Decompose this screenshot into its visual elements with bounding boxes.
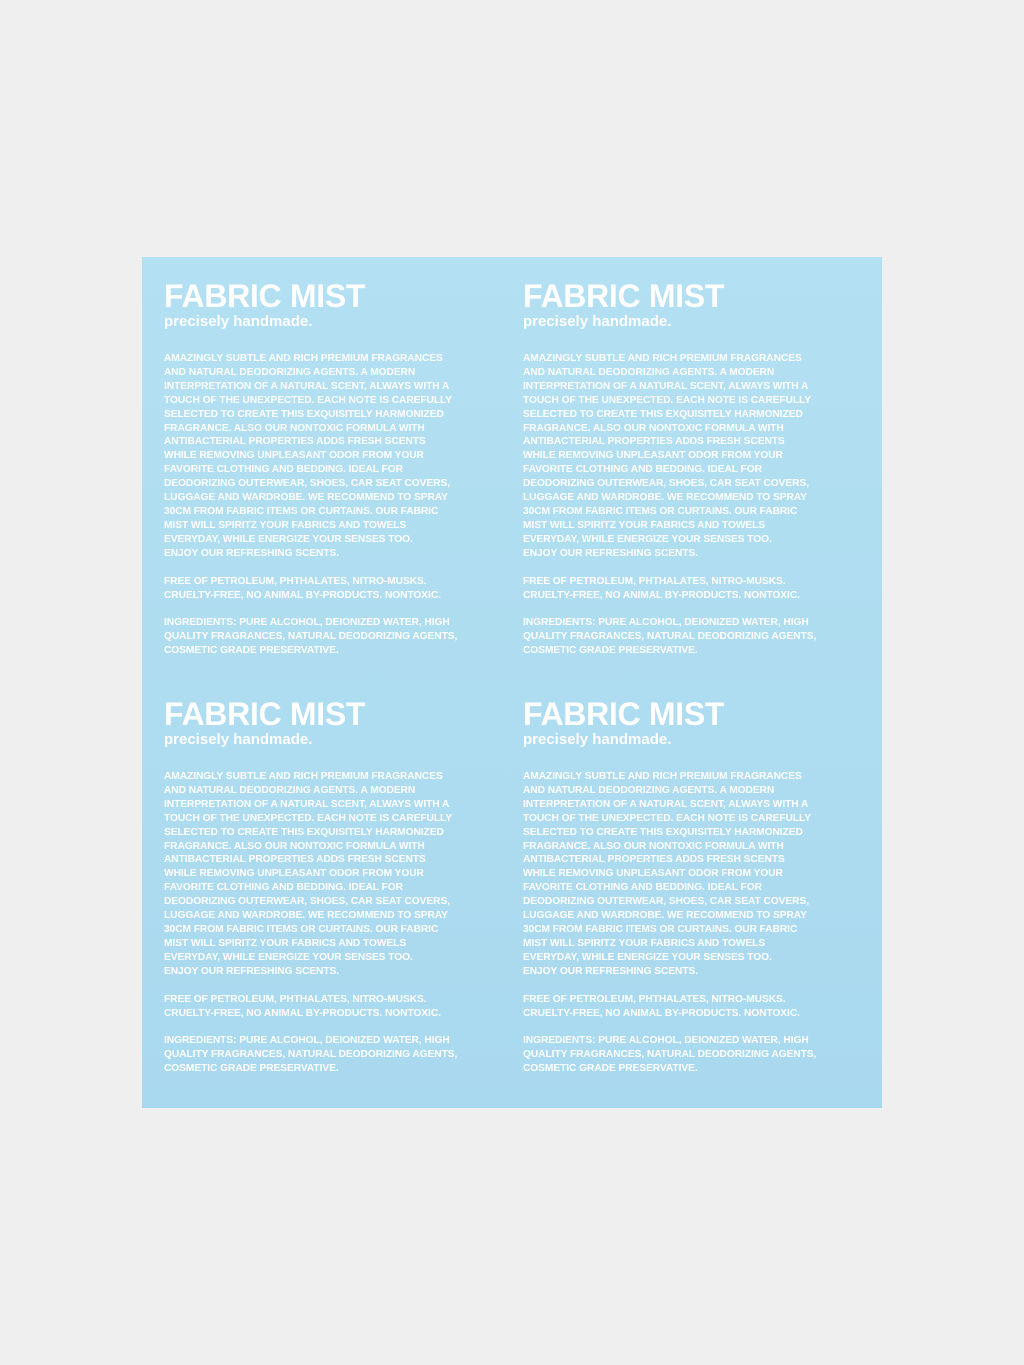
description-line: WHILE REMOVING UNPLEASANT ODOR FROM YOUR: [523, 868, 783, 880]
label-title: FABRIC MIST: [523, 278, 725, 314]
label-bottom-right: [523, 697, 865, 1076]
free-of-line: CRUELTY-FREE, NO ANIMAL BY-PRODUCTS. NONTOXIC.: [523, 589, 800, 601]
description-line: FAVORITE CLOTHING AND BEDDING. IDEAL FOR: [164, 464, 403, 476]
description-line: LUGGAGE AND WARDROBE. WE RECOMMEND TO SPRAY: [523, 910, 807, 922]
description-line: TOUCH OF THE UNEXPECTED. EACH NOTE IS CAREFULLY: [164, 812, 453, 824]
description-line: DEODORIZING OUTERWEAR, SHOES, CAR SEAT COVERS,: [164, 896, 450, 908]
label-tagline: precisely handmade.: [164, 313, 313, 330]
description-line: LUGGAGE AND WARDROBE. WE RECOMMEND TO SPRAY: [164, 492, 448, 504]
description-line: SELECTED TO CREATE THIS EXQUISITELY HARMONIZED: [164, 826, 444, 838]
label-description: [164, 352, 506, 658]
free-of-line: CRUELTY-FREE, NO ANIMAL BY-PRODUCTS. NONTOXIC.: [164, 589, 441, 601]
description-line: FRAGRANCE. ALSO OUR NONTOXIC FORMULA WITH: [523, 840, 784, 852]
description-line: ANTIBACTERIAL PROPERTIES ADDS FRESH SCENTS: [523, 854, 785, 866]
description-line: MIST WILL SPIRITZ YOUR FABRICS AND TOWELS: [164, 937, 407, 949]
description-line: WHILE REMOVING UNPLEASANT ODOR FROM YOUR: [164, 868, 424, 880]
description-line: 30CM FROM FABRIC ITEMS OR CURTAINS. OUR FABRIC: [523, 505, 798, 517]
ingredients-line: COSMETIC GRADE PRESERVATIVE.: [523, 645, 698, 657]
description-line: FRAGRANCE. ALSO OUR NONTOXIC FORMULA WITH: [523, 422, 784, 434]
label-bottom-left: [164, 697, 506, 1076]
description-line: ENJOY OUR REFRESHING SCENTS.: [164, 965, 340, 977]
description-line: EVERYDAY, WHILE ENERGIZE YOUR SENSES TOO.: [164, 533, 413, 545]
description-line: AND NATURAL DEODORIZING AGENTS. A MODERN: [164, 366, 416, 378]
ingredients-line: COSMETIC GRADE PRESERVATIVE.: [523, 1063, 698, 1075]
description-line: DEODORIZING OUTERWEAR, SHOES, CAR SEAT COVERS,: [523, 896, 809, 908]
free-of-line: FREE OF PETROLEUM, PHTHALATES, NITRO-MUSKS.: [164, 575, 427, 587]
description-line: EVERYDAY, WHILE ENERGIZE YOUR SENSES TOO.: [523, 951, 772, 963]
description-line: FRAGRANCE. ALSO OUR NONTOXIC FORMULA WITH: [164, 422, 425, 434]
label-tagline: precisely handmade.: [164, 731, 313, 748]
description-line: AMAZINGLY SUBTLE AND RICH PREMIUM FRAGRANCES: [164, 771, 443, 782]
description-line: 30CM FROM FABRIC ITEMS OR CURTAINS. OUR FABRIC: [164, 923, 439, 935]
description-line: ENJOY OUR REFRESHING SCENTS.: [164, 547, 340, 559]
label-description: [164, 770, 506, 1076]
description-line: TOUCH OF THE UNEXPECTED. EACH NOTE IS CAREFULLY: [164, 394, 453, 406]
description-line: MIST WILL SPIRITZ YOUR FABRICS AND TOWELS: [523, 937, 766, 949]
description-line: 30CM FROM FABRIC ITEMS OR CURTAINS. OUR FABRIC: [164, 505, 439, 517]
description-line: TOUCH OF THE UNEXPECTED. EACH NOTE IS CAREFULLY: [523, 394, 812, 406]
free-of-line: FREE OF PETROLEUM, PHTHALATES, NITRO-MUSKS.: [164, 993, 427, 1005]
description-line: WHILE REMOVING UNPLEASANT ODOR FROM YOUR: [523, 450, 783, 462]
description-line: SELECTED TO CREATE THIS EXQUISITELY HARMONIZED: [164, 408, 444, 420]
description-line: INTERPRETATION OF A NATURAL SCENT, ALWAYS WITH A: [523, 798, 809, 810]
description-line: LUGGAGE AND WARDROBE. WE RECOMMEND TO SPRAY: [164, 910, 448, 922]
ingredients-line: QUALITY FRAGRANCES, NATURAL DEODORIZING AGENTS,: [164, 631, 458, 643]
free-of-line: FREE OF PETROLEUM, PHTHALATES, NITRO-MUSKS.: [523, 575, 786, 587]
description-line: AND NATURAL DEODORIZING AGENTS. A MODERN: [164, 784, 416, 796]
label-title: FABRIC MIST: [164, 696, 366, 732]
description-line: ENJOY OUR REFRESHING SCENTS.: [523, 547, 699, 559]
label-tagline: precisely handmade.: [523, 731, 672, 748]
description-line: SELECTED TO CREATE THIS EXQUISITELY HARMONIZED: [523, 408, 803, 420]
free-of-line: FREE OF PETROLEUM, PHTHALATES, NITRO-MUSKS.: [523, 993, 786, 1005]
ingredients-line: QUALITY FRAGRANCES, NATURAL DEODORIZING AGENTS,: [523, 1049, 817, 1061]
description-line: TOUCH OF THE UNEXPECTED. EACH NOTE IS CAREFULLY: [523, 812, 812, 824]
description-line: INTERPRETATION OF A NATURAL SCENT, ALWAYS WITH A: [523, 380, 809, 392]
label-description: [523, 770, 865, 1076]
free-of-line: CRUELTY-FREE, NO ANIMAL BY-PRODUCTS. NONTOXIC.: [164, 1007, 441, 1019]
description-line: ENJOY OUR REFRESHING SCENTS.: [523, 965, 699, 977]
description-line: AMAZINGLY SUBTLE AND RICH PREMIUM FRAGRANCES: [523, 353, 802, 364]
description-line: INTERPRETATION OF A NATURAL SCENT, ALWAYS WITH A: [164, 380, 450, 392]
description-line: AMAZINGLY SUBTLE AND RICH PREMIUM FRAGRANCES: [164, 353, 443, 364]
label-top-left: [164, 279, 506, 658]
label-top-right: [523, 279, 865, 658]
description-line: 30CM FROM FABRIC ITEMS OR CURTAINS. OUR FABRIC: [523, 923, 798, 935]
description-line: SELECTED TO CREATE THIS EXQUISITELY HARMONIZED: [523, 826, 803, 838]
description-line: AND NATURAL DEODORIZING AGENTS. A MODERN: [523, 366, 775, 378]
description-line: AMAZINGLY SUBTLE AND RICH PREMIUM FRAGRANCES: [523, 771, 802, 782]
ingredients-line: COSMETIC GRADE PRESERVATIVE.: [164, 645, 339, 657]
label-title: FABRIC MIST: [523, 696, 725, 732]
description-line: FAVORITE CLOTHING AND BEDDING. IDEAL FOR: [164, 882, 403, 894]
description-line: AND NATURAL DEODORIZING AGENTS. A MODERN: [523, 784, 775, 796]
description-line: ANTIBACTERIAL PROPERTIES ADDS FRESH SCENTS: [164, 436, 426, 448]
description-line: EVERYDAY, WHILE ENERGIZE YOUR SENSES TOO.: [164, 951, 413, 963]
description-line: ANTIBACTERIAL PROPERTIES ADDS FRESH SCENTS: [164, 854, 426, 866]
label-title: FABRIC MIST: [164, 278, 366, 314]
ingredients-line: INGREDIENTS: PURE ALCOHOL, DEIONIZED WATER, HIGH: [164, 617, 450, 629]
description-line: ANTIBACTERIAL PROPERTIES ADDS FRESH SCENTS: [523, 436, 785, 448]
description-line: LUGGAGE AND WARDROBE. WE RECOMMEND TO SPRAY: [523, 492, 807, 504]
label-description: [523, 352, 865, 658]
free-of-line: CRUELTY-FREE, NO ANIMAL BY-PRODUCTS. NONTOXIC.: [523, 1007, 800, 1019]
description-line: FAVORITE CLOTHING AND BEDDING. IDEAL FOR: [523, 464, 762, 476]
description-line: FRAGRANCE. ALSO OUR NONTOXIC FORMULA WITH: [164, 840, 425, 852]
ingredients-line: COSMETIC GRADE PRESERVATIVE.: [164, 1063, 339, 1075]
ingredients-line: QUALITY FRAGRANCES, NATURAL DEODORIZING AGENTS,: [523, 631, 817, 643]
label-sheet: [142, 257, 882, 1108]
ingredients-line: QUALITY FRAGRANCES, NATURAL DEODORIZING AGENTS,: [164, 1049, 458, 1061]
description-line: MIST WILL SPIRITZ YOUR FABRICS AND TOWELS: [523, 519, 766, 531]
description-line: DEODORIZING OUTERWEAR, SHOES, CAR SEAT COVERS,: [164, 478, 450, 490]
description-line: DEODORIZING OUTERWEAR, SHOES, CAR SEAT COVERS,: [523, 478, 809, 490]
ingredients-line: INGREDIENTS: PURE ALCOHOL, DEIONIZED WATER, HIGH: [523, 1035, 809, 1047]
description-line: FAVORITE CLOTHING AND BEDDING. IDEAL FOR: [523, 882, 762, 894]
ingredients-line: INGREDIENTS: PURE ALCOHOL, DEIONIZED WATER, HIGH: [164, 1035, 450, 1047]
description-line: INTERPRETATION OF A NATURAL SCENT, ALWAYS WITH A: [164, 798, 450, 810]
description-line: EVERYDAY, WHILE ENERGIZE YOUR SENSES TOO.: [523, 533, 772, 545]
label-tagline: precisely handmade.: [523, 313, 672, 330]
ingredients-line: INGREDIENTS: PURE ALCOHOL, DEIONIZED WATER, HIGH: [523, 617, 809, 629]
description-line: WHILE REMOVING UNPLEASANT ODOR FROM YOUR: [164, 450, 424, 462]
description-line: MIST WILL SPIRITZ YOUR FABRICS AND TOWELS: [164, 519, 407, 531]
